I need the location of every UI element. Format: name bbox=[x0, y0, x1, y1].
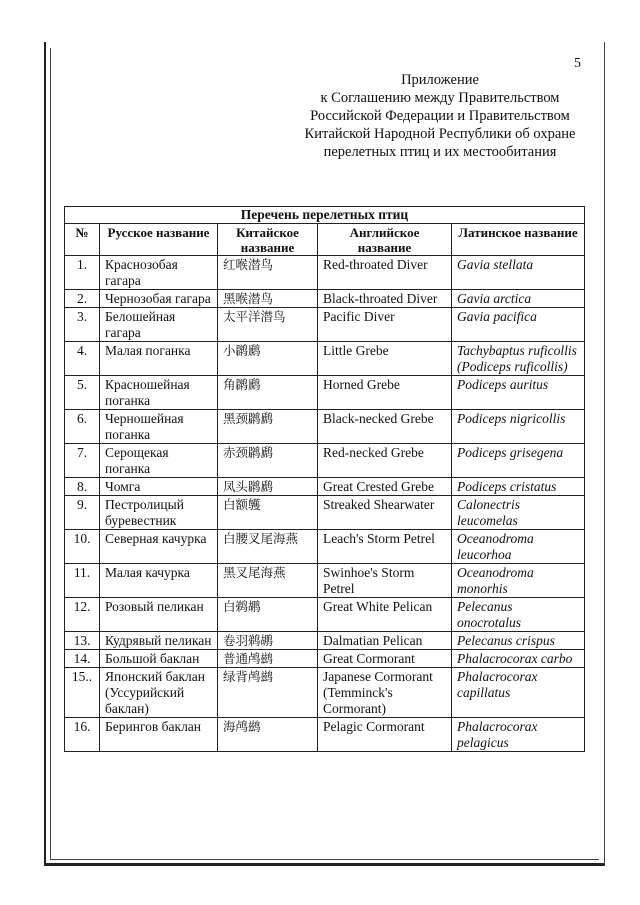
cell-russian-name: Белошейная гагара bbox=[100, 308, 218, 342]
cell-number: 13. bbox=[65, 632, 100, 650]
cell-latin-name: Pelecanus onocrotalus bbox=[452, 598, 585, 632]
cell-russian-name: Кудрявый пеликан bbox=[100, 632, 218, 650]
cell-latin-name: Phalacrocorax capillatus bbox=[452, 668, 585, 718]
table-row bbox=[65, 718, 585, 752]
cell-latin-name: Podiceps auritus bbox=[452, 376, 585, 410]
cell-latin-name: Gavia pacifica bbox=[452, 308, 585, 342]
cell-number: 10. bbox=[65, 530, 100, 564]
cell-english-name: Black-throated Diver bbox=[318, 290, 452, 308]
cell-russian-name: Пестролицый буревестник bbox=[100, 496, 218, 530]
cell-english-name: Great Crested Grebe bbox=[318, 478, 452, 496]
cell-russian-name: Чернозобая гагара bbox=[100, 290, 218, 308]
cell-russian-name: Розовый пеликан bbox=[100, 598, 218, 632]
cell-number: 8. bbox=[65, 478, 100, 496]
cell-number: 14. bbox=[65, 650, 100, 668]
bird-list-table bbox=[64, 206, 585, 752]
cell-english-name: Japanese Cormorant (Temminck's Cormorant) bbox=[318, 668, 452, 718]
appendix-line: Российской Федерации и Правительством bbox=[310, 108, 570, 124]
table-row bbox=[65, 256, 585, 290]
table-row bbox=[65, 496, 585, 530]
cell-russian-name: Северная качурка bbox=[100, 530, 218, 564]
cell-english-name: Horned Grebe bbox=[318, 376, 452, 410]
table-body bbox=[65, 256, 585, 752]
cell-english-name: Red-necked Grebe bbox=[318, 444, 452, 478]
header-latin-name: Латинское название bbox=[452, 224, 585, 256]
cell-latin-name: Gavia stellata bbox=[452, 256, 585, 290]
cell-chinese-name: 小䴙䴘 bbox=[218, 342, 318, 376]
cell-english-name: Leach's Storm Petrel bbox=[318, 530, 452, 564]
cell-number: 2. bbox=[65, 290, 100, 308]
table-row bbox=[65, 564, 585, 598]
cell-number: 7. bbox=[65, 444, 100, 478]
cell-russian-name: Берингов баклан bbox=[100, 718, 218, 752]
table-row bbox=[65, 650, 585, 668]
cell-number: 15.. bbox=[65, 668, 100, 718]
table-row bbox=[65, 410, 585, 444]
cell-russian-name: Чомга bbox=[100, 478, 218, 496]
cell-number: 6. bbox=[65, 410, 100, 444]
cell-chinese-name: 白鹈鹕 bbox=[218, 598, 318, 632]
cell-latin-name: Podiceps cristatus bbox=[452, 478, 585, 496]
cell-number: 11. bbox=[65, 564, 100, 598]
cell-english-name: Black-necked Grebe bbox=[318, 410, 452, 444]
table-header-row bbox=[65, 224, 585, 256]
cell-english-name: Little Grebe bbox=[318, 342, 452, 376]
table-caption: Перечень перелетных птиц bbox=[65, 207, 585, 224]
cell-english-name: Streaked Shearwater bbox=[318, 496, 452, 530]
table-row bbox=[65, 598, 585, 632]
cell-russian-name: Краснозобая гагара bbox=[100, 256, 218, 290]
cell-number: 9. bbox=[65, 496, 100, 530]
cell-russian-name: Красношейная поганка bbox=[100, 376, 218, 410]
cell-english-name: Pelagic Cormorant bbox=[318, 718, 452, 752]
appendix-line: Китайской Народной Республики об охране bbox=[304, 126, 576, 142]
cell-latin-name: Podiceps nigricollis bbox=[452, 410, 585, 444]
cell-latin-name: Gavia arctica bbox=[452, 290, 585, 308]
cell-chinese-name: 黑叉尾海燕 bbox=[218, 564, 318, 598]
page-number: 5 bbox=[574, 56, 581, 71]
cell-russian-name: Большой баклан bbox=[100, 650, 218, 668]
cell-latin-name: Phalacrocorax carbo bbox=[452, 650, 585, 668]
cell-russian-name: Малая качурка bbox=[100, 564, 218, 598]
cell-english-name: Dalmatian Pelican bbox=[318, 632, 452, 650]
table-row bbox=[65, 632, 585, 650]
cell-russian-name: Серощекая поганка bbox=[100, 444, 218, 478]
table-row bbox=[65, 444, 585, 478]
header-number: № bbox=[65, 224, 100, 256]
cell-latin-name: Calonectris leucomelas bbox=[452, 496, 585, 530]
cell-chinese-name: 海鸬鹚 bbox=[218, 718, 318, 752]
appendix-line: перелетных птиц и их местообитания bbox=[323, 144, 557, 160]
cell-english-name: Swinhoe's Storm Petrel bbox=[318, 564, 452, 598]
cell-chinese-name: 赤颈䴙䴘 bbox=[218, 444, 318, 478]
cell-chinese-name: 黑颈䴙䴘 bbox=[218, 410, 318, 444]
cell-chinese-name: 普通鸬鹚 bbox=[218, 650, 318, 668]
table-row bbox=[65, 530, 585, 564]
cell-russian-name: Черношейная поганка bbox=[100, 410, 218, 444]
cell-chinese-name: 白腰叉尾海燕 bbox=[218, 530, 318, 564]
cell-latin-name: Oceanodroma leucorhoa bbox=[452, 530, 585, 564]
cell-latin-name: Tachybaptus ruficollis (Podiceps ruficollis) bbox=[452, 342, 585, 376]
cell-english-name: Pacific Diver bbox=[318, 308, 452, 342]
cell-number: 3. bbox=[65, 308, 100, 342]
cell-latin-name: Oceanodroma monorhis bbox=[452, 564, 585, 598]
appendix-line: к Соглашению между Правительством bbox=[320, 90, 560, 106]
table-row bbox=[65, 308, 585, 342]
cell-chinese-name: 白额鹱 bbox=[218, 496, 318, 530]
cell-chinese-name: 卷羽鹈鹕 bbox=[218, 632, 318, 650]
cell-latin-name: Phalacrocorax pelagicus bbox=[452, 718, 585, 752]
cell-number: 1. bbox=[65, 256, 100, 290]
cell-russian-name: Японский баклан (Уссурийский баклан) bbox=[100, 668, 218, 718]
cell-chinese-name: 角䴙䴘 bbox=[218, 376, 318, 410]
table-row bbox=[65, 342, 585, 376]
cell-english-name: Great Cormorant bbox=[318, 650, 452, 668]
cell-chinese-name: 凤头䴙䴘 bbox=[218, 478, 318, 496]
header-russian-name: Русское название bbox=[100, 224, 218, 256]
cell-english-name: Red-throated Diver bbox=[318, 256, 452, 290]
bird-list-table-container bbox=[64, 206, 584, 752]
cell-russian-name: Малая поганка bbox=[100, 342, 218, 376]
cell-latin-name: Podiceps grisegena bbox=[452, 444, 585, 478]
table-row bbox=[65, 290, 585, 308]
cell-number: 16. bbox=[65, 718, 100, 752]
table-row bbox=[65, 668, 585, 718]
cell-number: 5. bbox=[65, 376, 100, 410]
cell-number: 4. bbox=[65, 342, 100, 376]
cell-number: 12. bbox=[65, 598, 100, 632]
table-row bbox=[65, 376, 585, 410]
cell-english-name: Great White Pelican bbox=[318, 598, 452, 632]
cell-chinese-name: 红喉潜鸟 bbox=[218, 256, 318, 290]
appendix-header bbox=[290, 71, 590, 161]
cell-chinese-name: 绿背鸬鹚 bbox=[218, 668, 318, 718]
appendix-title: Приложение bbox=[401, 72, 479, 88]
header-english-name: Английское название bbox=[318, 224, 452, 256]
cell-chinese-name: 太平洋潜鸟 bbox=[218, 308, 318, 342]
table-row bbox=[65, 478, 585, 496]
cell-chinese-name: 黑喉潜鸟 bbox=[218, 290, 318, 308]
cell-latin-name: Pelecanus crispus bbox=[452, 632, 585, 650]
header-chinese-name: Китайское название bbox=[218, 224, 318, 256]
